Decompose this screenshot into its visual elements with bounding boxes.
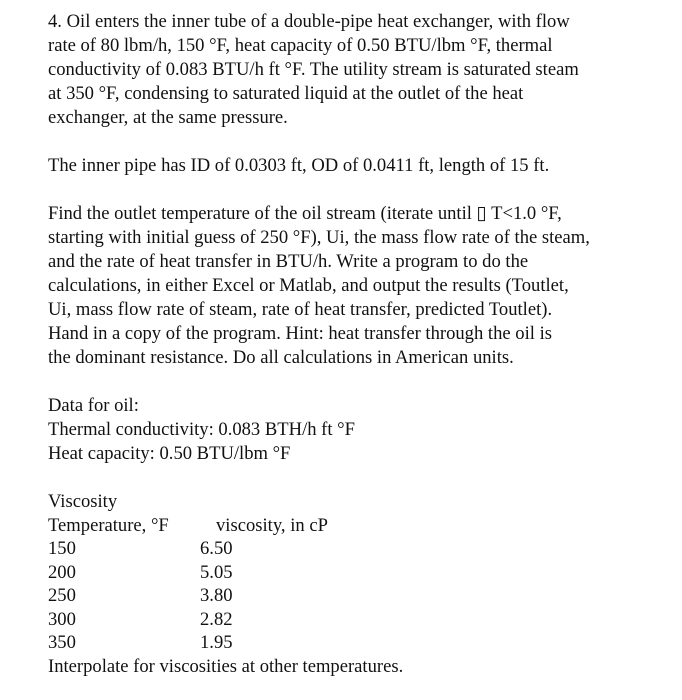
text-line: and the rate of heat transfer in BTU/h. Write a program to do the (48, 251, 529, 272)
thermal-conductivity-line: Thermal conductivity: 0.083 BTH/h ft °F (48, 419, 355, 440)
oil-data-section (48, 394, 668, 466)
table-row (48, 608, 668, 632)
spacer (48, 370, 668, 394)
viscosity-table-header (48, 514, 668, 538)
problem-statement-paragraph (48, 10, 668, 130)
text-line: Hand in a copy of the program. Hint: heat transfer through the oil is (48, 323, 552, 344)
table-row (48, 584, 668, 608)
spacer (48, 130, 668, 154)
text-line: exchanger, at the same pressure. (48, 107, 288, 128)
document-page (48, 10, 668, 678)
text-line: Ui, mass flow rate of steam, rate of heat transfer, predicted Toutlet). (48, 299, 553, 320)
viscosity-cell: 6.50 (200, 538, 233, 559)
viscosity-column-header: viscosity, in cP (216, 514, 328, 536)
viscosity-cell: 1.95 (200, 632, 233, 653)
text-line: at 350 °F, condensing to saturated liquid at the outlet of the heat (48, 83, 524, 104)
viscosity-cell: 2.82 (200, 608, 233, 630)
instructions-paragraph (48, 202, 668, 370)
interpolation-note: Interpolate for viscosities at other temperatures. (48, 655, 404, 677)
text-line: 4. Oil enters the inner tube of a double-pipe heat exchanger, with flow (48, 11, 570, 32)
temperature-cell: 350 (48, 632, 76, 653)
text-line: calculations, in either Excel or Matlab, and output the results (Toutlet, (48, 275, 569, 296)
table-row (48, 631, 668, 655)
temperature-cell: 150 (48, 538, 76, 559)
text-line: Find the outlet temperature of the oil stream (iterate until ▯ T<1.0 °F, (48, 203, 562, 224)
pipe-dimensions-paragraph (48, 154, 668, 178)
oil-data-heading: Data for oil: (48, 395, 139, 416)
viscosity-table (48, 490, 668, 678)
spacer (48, 466, 668, 490)
table-row (48, 561, 668, 585)
spacer (48, 178, 668, 202)
temperature-cell: 300 (48, 608, 76, 630)
text-line: The inner pipe has ID of 0.0303 ft, OD of 0.0411 ft, length of 15 ft. (48, 155, 550, 176)
temperature-cell: 250 (48, 585, 76, 606)
text-line: starting with initial guess of 250 °F), Ui, the mass flow rate of the steam, (48, 227, 590, 248)
viscosity-heading: Viscosity (48, 491, 118, 512)
text-line: conductivity of 0.083 BTU/h ft °F. The utility stream is saturated steam (48, 59, 579, 80)
temperature-column-header: Temperature, °F (48, 514, 169, 536)
viscosity-cell: 5.05 (200, 561, 233, 583)
text-line: the dominant resistance. Do all calculations in American units. (48, 347, 514, 368)
temperature-cell: 200 (48, 561, 76, 583)
viscosity-cell: 3.80 (200, 585, 233, 606)
heat-capacity-line: Heat capacity: 0.50 BTU/lbm °F (48, 443, 291, 464)
table-row (48, 537, 668, 561)
text-line: rate of 80 lbm/h, 150 °F, heat capacity of 0.50 BTU/lbm °F, thermal (48, 35, 553, 56)
